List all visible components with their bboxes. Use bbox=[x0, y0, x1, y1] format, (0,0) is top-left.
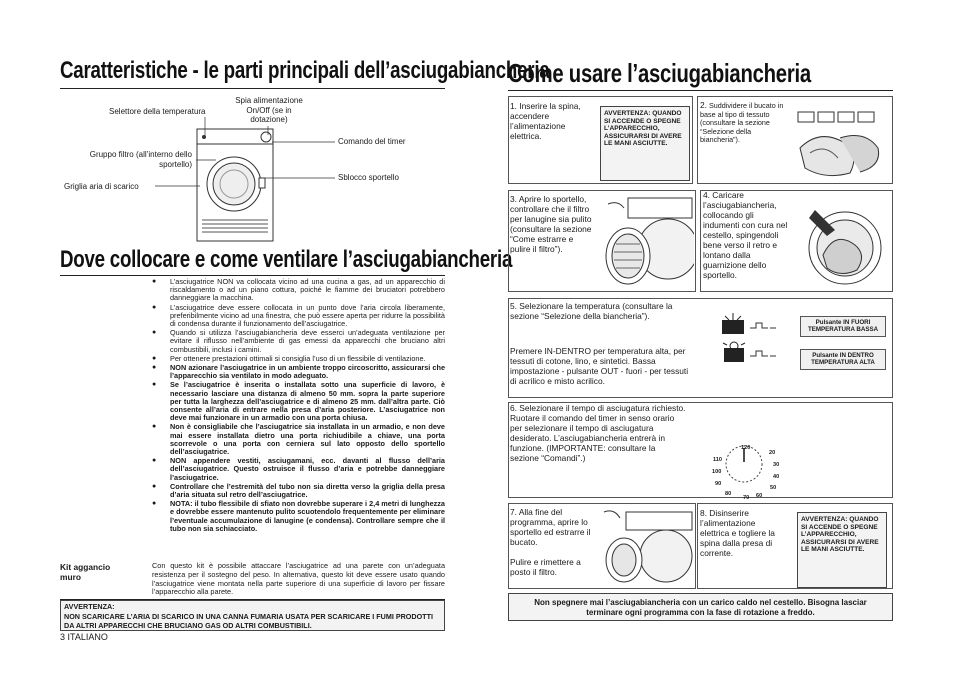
list-item: ● Per ottenere prestazioni ottimali si consiglia l’uso di un flessibile di ventilazione. bbox=[152, 355, 445, 363]
features-title: Caratteristiche - le parti principali dell’asciugabiancheria bbox=[60, 57, 550, 84]
list-item: ● NON azionare l’asciugatrice in un ambiente troppo circoscritto, assicurarsi che l’apparecchio sia ventilato in modo adeguato. bbox=[152, 364, 445, 380]
usage-title: Come usare l’asciugabiancheria bbox=[508, 58, 811, 88]
list-item: ● L’asciugatrice NON va collocata vicino ad una cucina a gas, ad un apparecchio di riscaldamento o ad un piano cottura, poiché le fiamme dei bruciatori potrebbero danneggiare la macchina. bbox=[152, 278, 445, 303]
list-item: ● Controllare che l’estremità del tubo non sia diretta verso la griglia della presa d’aria situata sul retro dell’asciugatrice. bbox=[152, 483, 445, 499]
step-8-warning: AVVERTENZA: QUANDO SI ACCENDE O SPEGNE L’APPARECCHIO, ASSICURARSI DI AVERE LE MANI ASCIUTTE. bbox=[797, 512, 887, 588]
timer-tick-label: 70 bbox=[743, 495, 750, 501]
step-7-text-b: Pulire e rimettere a posto il filtro. bbox=[510, 557, 581, 577]
open-door-filter-illustration bbox=[598, 194, 694, 288]
timer-tick-label: 90 bbox=[715, 481, 722, 487]
timer-tick-label: 120 bbox=[741, 445, 751, 451]
label-timer-control: Comando del timer bbox=[338, 137, 406, 146]
temperature-button-out-icon bbox=[720, 312, 782, 336]
step-7-text-a: 7. Alla fine del programma, aprire lo sportello ed estrarre il bucato. bbox=[510, 507, 591, 547]
list-item: ● Se l’asciugatrice è inserita o installata sotto una superficie di lavoro, è necessario lasciare una distanza di almeno 50 mm. sopra la parte superiore per tutta la larghezza dell’asciugatrice e di almeno 25 mm. dall’altra parte. Ciò consente all’aria di entrare nella presa d’aria posteriore. L’asciugatrice non deve mai funzionare in un armadio con una porta chiusa. bbox=[152, 381, 445, 422]
timer-tick-label: 60 bbox=[756, 493, 763, 499]
list-item: ● NOTA: il tubo flessibile di sfiato non dovrebbe superare i 2,4 metri di lunghezza e dovrebbe essere mantenuto pulito scuotendolo frequentemente per eliminare l’eventuale accumulazione di lanugine (e condensa). Controllare sempre che il tubo non sia schiacciato. bbox=[152, 500, 445, 533]
step-1-text: 1. Inserire la spina, accendere l’alimentazione elettrica. bbox=[510, 101, 581, 141]
button-in-label: Pulsante IN DENTRO TEMPERATURA ALTA bbox=[800, 349, 886, 370]
timer-tick-label: 80 bbox=[725, 491, 732, 497]
placement-title: Dove collocare e come ventilare l’asciugabiancheria bbox=[60, 246, 513, 273]
step-6-text: 6. Selezionare il tempo di asciugatura richiesto. Ruotare il comando del timer in senso orario per selezionare il tempo di asciugatura desiderato. L’asciugabiancheria entrerà in funzione. (IMPORTANTE: consultare la sezione “Comandi”.) bbox=[510, 403, 686, 463]
step-4-text: 4. Caricare l’asciugabiancheria, collocando gli indumenti con cura nel cestello, spingendoli bene verso il retro e lontano dalla guarnizione dello sportello. bbox=[703, 190, 788, 280]
page-footer: 3 ITALIANO bbox=[60, 632, 108, 642]
list-item: ● Quando si utilizza l’asciugabiancheria deve esserci un’adeguata ventilazione per evitare il riflusso nell’ambiente di gas emessi da apparecchi che bruciano altri combustibili, inclusi i camini. bbox=[152, 329, 445, 354]
label-leaders bbox=[0, 0, 450, 250]
kit-text: Con questo kit è possibile attaccare l’asciugatrice ad una parete con un’adeguata resistenza per il sostegno del peso. In alternativa, questo kit deve essere usato quando l’asciugatrice viene montata nella parte superiore di una superficie di lavoro per fissare l’apparecchio alla parete. bbox=[152, 561, 445, 597]
timer-tick-label: 100 bbox=[712, 469, 722, 475]
list-item: ● Non è consigliabile che l’asciugatrice sia installata in un armadio, e non deve mai essere installata dietro una porta richiudibile a chiave, una porta scorrevole o una porta con cerniera sul lato opposto dello sportello dell’asciugatrice. bbox=[152, 423, 445, 456]
step-2-number: 2. bbox=[700, 100, 707, 110]
exhaust-warning-box bbox=[60, 600, 445, 631]
timer-tick-label: 40 bbox=[773, 474, 780, 480]
divider bbox=[508, 90, 893, 91]
remove-laundry-illustration bbox=[598, 508, 694, 586]
cool-down-note: Non spegnere mai l’asciugabiancheria con un carico caldo nel cestello. Bisogna lasciar terminare ogni programma con la fase di rotazione a freddo. bbox=[508, 593, 893, 621]
label-filter-group: Gruppo filtro (all’interno dello sportello) bbox=[89, 150, 192, 169]
timer-tick-label: 30 bbox=[773, 462, 780, 468]
step-8-text: 8. Disinserire l’alimentazione elettrica e togliere la spina dalla presa di corrente. bbox=[700, 508, 775, 558]
timer-tick-label: 110 bbox=[713, 457, 723, 463]
label-exhaust-grille: Griglia aria di scarico bbox=[64, 182, 139, 191]
loading-drum-illustration bbox=[795, 200, 891, 288]
label-door-release: Sblocco sportello bbox=[338, 173, 399, 182]
label-power-light: Spia alimentazione On/Off (se in dotazione) bbox=[235, 96, 303, 124]
timer-tick-label: 50 bbox=[770, 485, 777, 491]
placement-bullet-list bbox=[152, 278, 445, 534]
temperature-button-in-icon bbox=[720, 340, 782, 364]
button-out-label: Pulsante IN FUORI TEMPERATURA BASSA bbox=[800, 316, 886, 337]
step-5-text-a: 5. Selezionare la temperatura (consultare la sezione “Selezione della biancheria”). bbox=[510, 301, 673, 321]
label-temperature-selector: Selettore della temperatura bbox=[109, 107, 206, 116]
list-item: ● L’asciugatrice deve essere collocata in un punto dove l’aria circola liberamente, preferibilmente vicino ad una finestra, che può essere aperta per ridurre la possibilità di condensa durante il funzionamento dell’asciugatrice. bbox=[152, 304, 445, 329]
laundry-sorting-illustration bbox=[790, 108, 890, 180]
step-2-desc: Suddividere il bucato in base al tipo di tessuto (consultare la sezione “Selezione della biancheria”). bbox=[700, 101, 784, 145]
list-item: ● NON appendere vestiti, asciugamani, ecc. davanti al flusso dell’aria dell’asciugatrice. Questo ostruisce il flusso d’aria e potrebbe danneggiare l’asciugatrice. bbox=[152, 457, 445, 482]
warning-title: AVVERTENZA: bbox=[64, 602, 115, 611]
step-1-warning: AVVERTENZA: QUANDO SI ACCENDE O SPEGNE L’APPARECCHIO, ASSICURARSI DI AVERE LE MANI ASCIUTTE. bbox=[600, 106, 690, 181]
warning-text: NON SCARICARE L’ARIA DI SCARICO IN UNA CANNA FUMARIA USATA PER SCARICARE I FUMI PRODOTTI DA ALTRI APPARECCHI CHE BRUCIANO GAS OD ALTRI COMBUSTIBILI. bbox=[64, 611, 433, 630]
step-2-text bbox=[700, 101, 786, 145]
step-5-text-b: Premere IN-DENTRO per temperatura alta, per tessuti di cotone, lino, e sintetici. Bassa impostazione - pulsante OUT - fuori - per tessuti di acrilico e misto acrilico. bbox=[510, 346, 689, 386]
kit-label: Kit aggancio muro bbox=[60, 562, 111, 582]
timer-tick-label: 20 bbox=[769, 450, 776, 456]
divider bbox=[60, 275, 445, 276]
step-3-text: 3. Aprire lo sportello, controllare che il filtro per lanugine sia pulito (consultare la sezione “Come estrarre e pulire il filtro”). bbox=[510, 194, 592, 254]
